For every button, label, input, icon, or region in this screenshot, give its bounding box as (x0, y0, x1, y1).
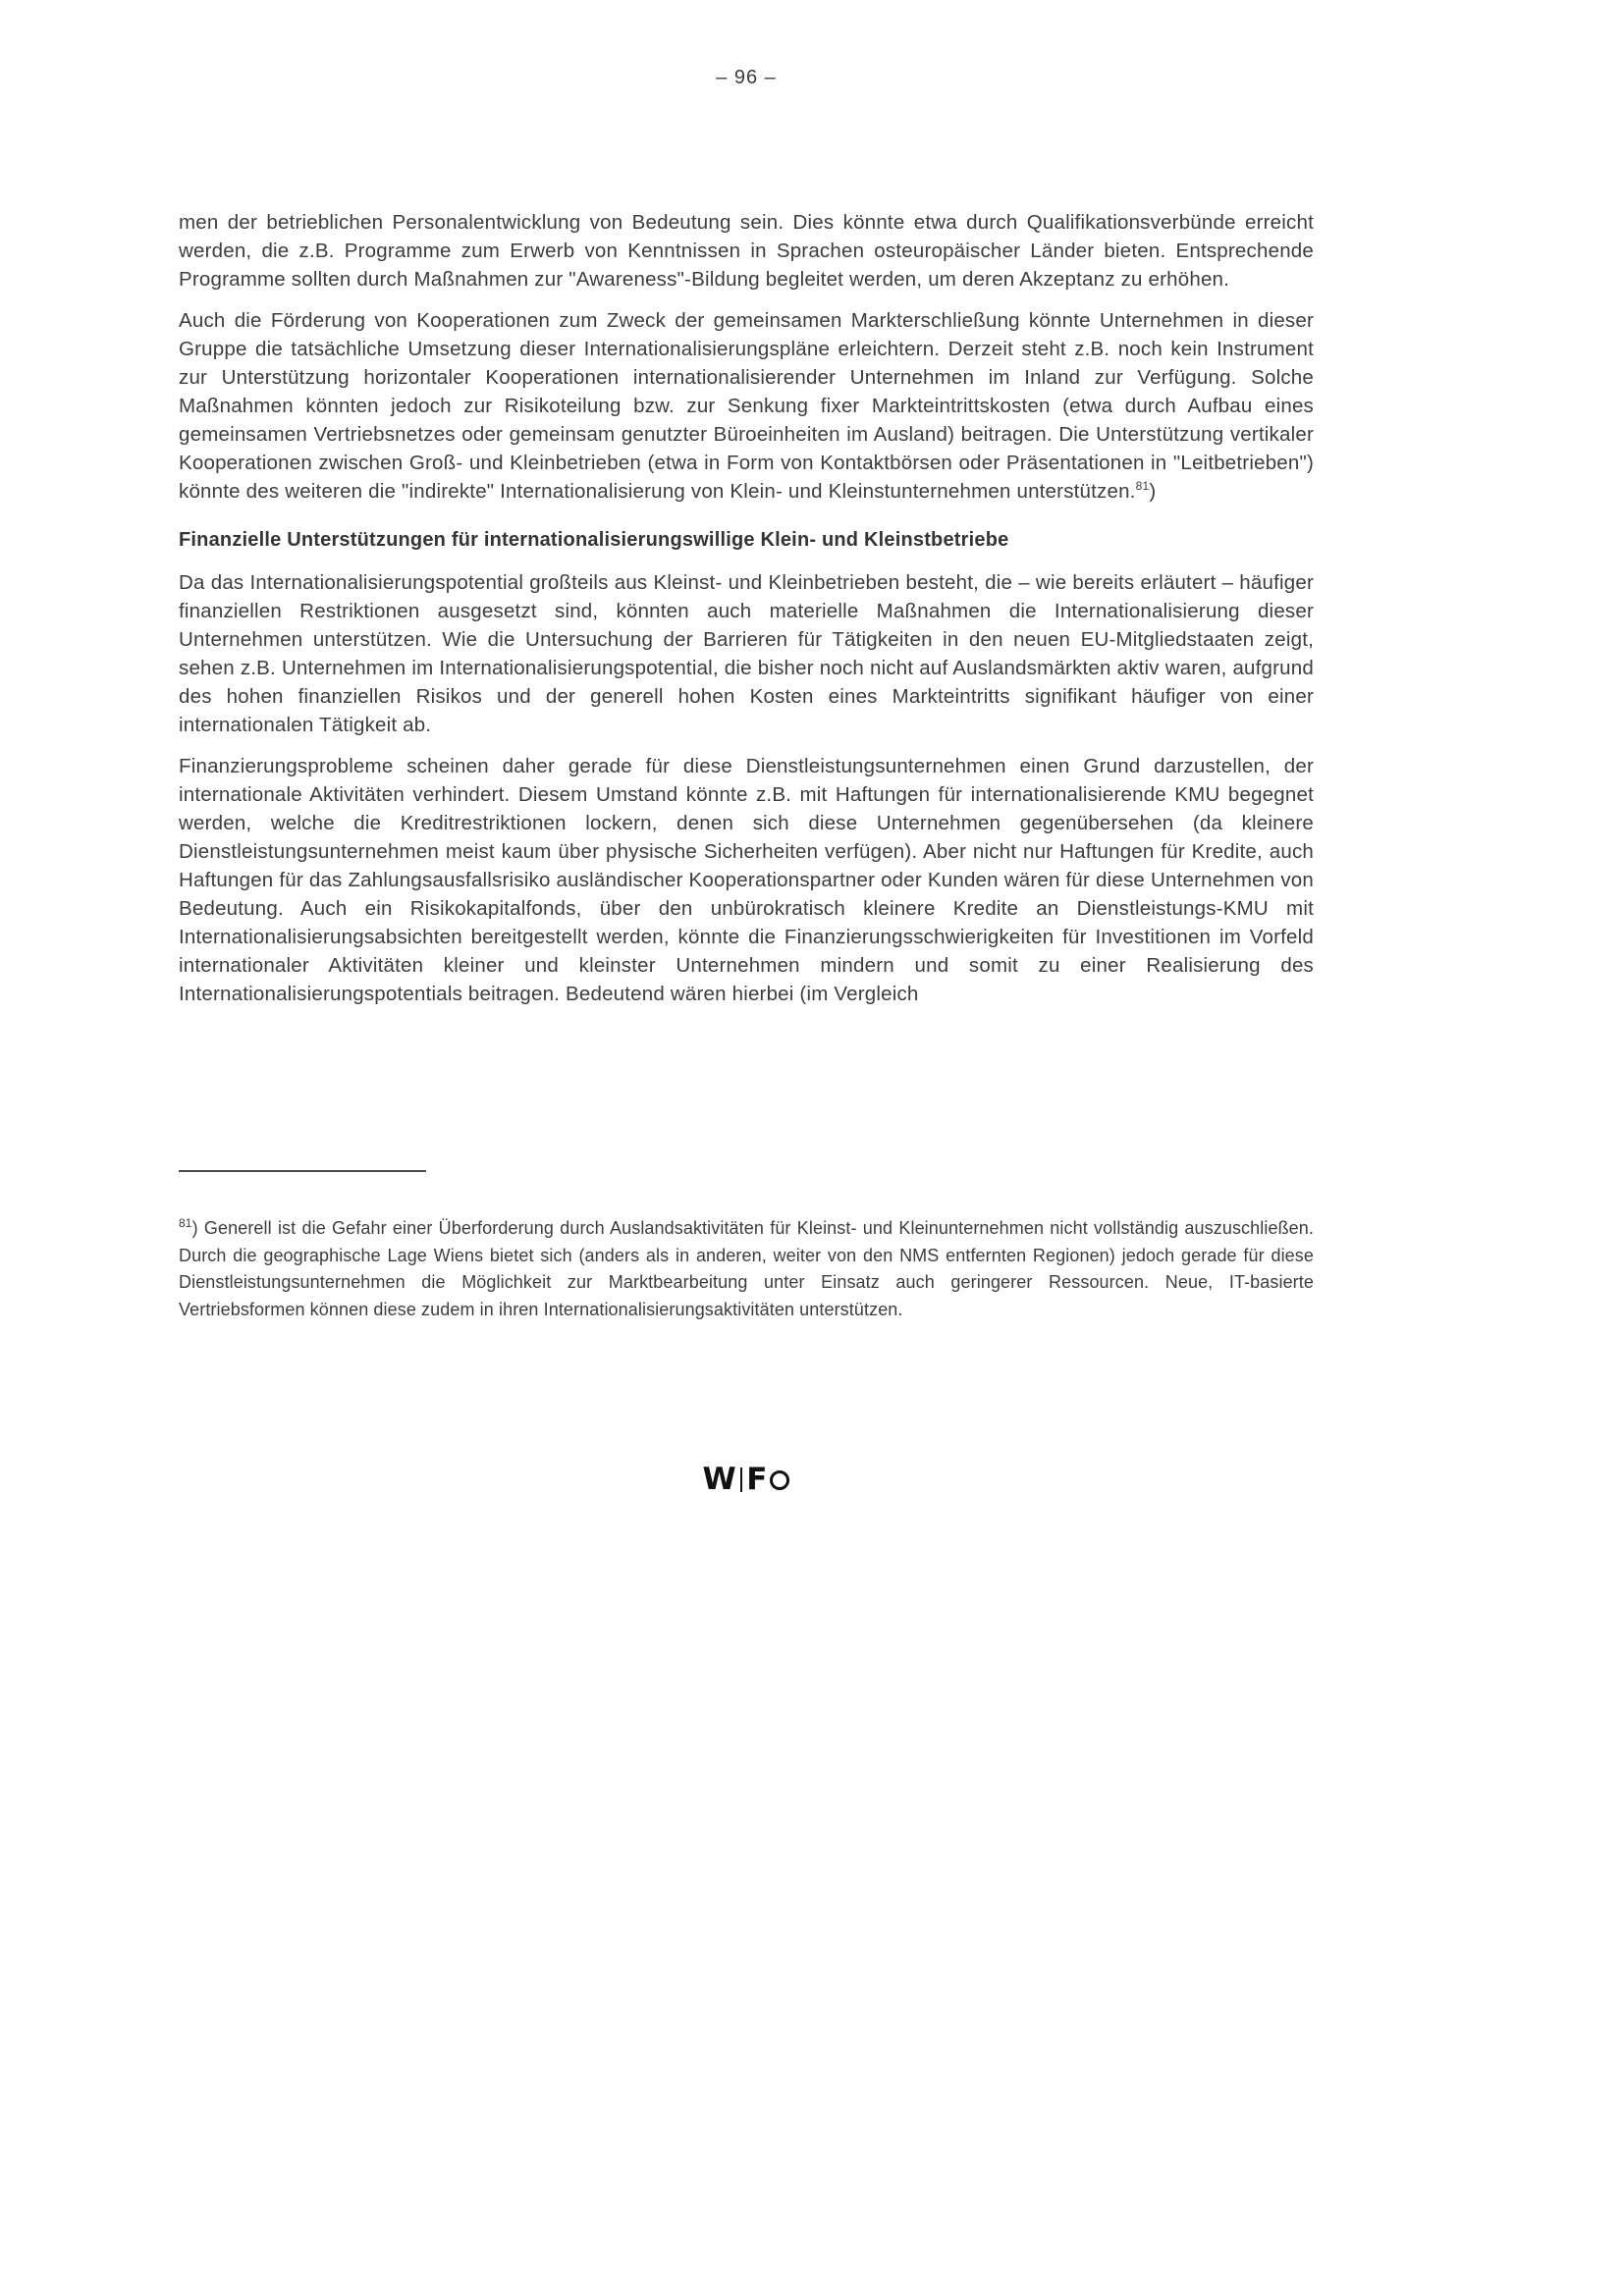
footnote-reference-81: 81 (1135, 479, 1150, 494)
paragraph-4: Finanzierungsprobleme scheinen daher gerade für diese Dienstleistungsunternehmen einen Grund darzustellen, der internationale Aktivitäten verhindert. Diesem Umstand könnte z.B. mit Haftungen für internationalisierende KMU begegnet werden, welche die Kreditrestriktionen lockern, denen sich diese Unternehmen gegenübersehen (da kleinere Dienstleistungsunternehmen meist kaum über physische Sicherheiten verfügen). Aber nicht nur Haftungen für Kredite, auch Haftungen für das Zahlungsausfallsrisiko ausländischer Kooperationspartner oder Kunden wären für diese Unternehmen von Bedeutung. Auch ein Risikokapitalfonds, über den unbürokratisch kleinere Kredite an Dienstleistungs-KMU mit Internationalisierungsabsichten bereitgestellt werden, könnte die Finanzierungsschwierigkeiten für Investitionen im Vorfeld internationaler Aktivitäten kleiner und kleinster Unternehmen mindern und somit zu einer Realisierung des Internationalisierungspotentials beitragen. Bedeutend wären hierbei (im Vergleich (179, 755, 1314, 1005)
section-heading: Finanzielle Unterstützungen für internationalisierungswillige Klein- und Kleinstbetriebe (179, 529, 1009, 551)
logo-letter-w: W (702, 1462, 736, 1497)
logo-letter-f: F (746, 1462, 768, 1497)
footnote-separator-rule (179, 1170, 426, 1172)
page-body (179, 208, 1314, 1021)
paragraph-1: men der betrieblichen Personalentwicklung von Bedeutung sein. Dies könnte etwa durch Qualifikationsverbünde erreicht werden, die z.B. Programme zum Erwerb von Kenntnissen in Sprachen osteuropäischer Länder bieten. Entsprechende Programme sollten durch Maßnahmen zur "Awareness"-Bildung begleitet werden, um deren Akzeptanz zu erhöhen. (179, 211, 1314, 291)
paragraph-3: Da das Internationalisierungspotential großteils aus Kleinst- und Kleinbetrieben besteht, die – wie bereits erläutert – häufiger finanziellen Restriktionen ausgesetzt sind, könnten auch materielle Maßnahmen die Internationalisierung dieser Unternehmen unterstützen. Wie die Untersuchung der Barrieren für Tätigkeiten in den neuen EU-Mitgliedstaaten zeigt, sehen z.B. Unternehmen im Internationalisierungspotential, die bisher noch nicht auf Auslandsmärkten aktiv waren, aufgrund des hohen finanziellen Risikos und der generell hohen Kosten eines Markteintritts signifikant häufiger von einer internationalen Tätigkeit ab. (179, 571, 1314, 736)
footnote-body-text: ) Generell ist die Gefahr einer Überforderung durch Auslandsaktivitäten für Kleinst- und Kleinunternehmen nicht vollständig auszuschließen. Durch die geographische Lage Wiens bietet sich (anders als in anderen, weiter von den NMS entfernten Regionen) jedoch gerade für diese Dienstleistungsunternehmen die Möglichkeit zur Marktbearbeitung unter Einsatz auch geringerer Ressourcen. Neue, IT-basierte Vertriebsformen können diese zudem in ihren Internationalisierungsaktivitäten unterstützen. (179, 1218, 1314, 1319)
footnote-81 (179, 1215, 1314, 1323)
paragraph-2-text: Auch die Förderung von Kooperationen zum Zweck der gemeinsamen Markterschließung könnte Unternehmen in dieser Gruppe die tatsächliche Umsetzung dieser Internationalisierungspläne erleichtern. Derzeit steht z.B. noch kein Instrument zur Unterstützung horizontaler Kooperationen internationalisierender Unternehmen im Inland zur Verfügung. Solche Maßnahmen könnten jedoch zur Risikoteilung bzw. zur Senkung fixer Markteintrittskosten (etwa durch Aufbau eines gemeinsamen Vertriebsnetzes oder gemeinsam genutzter Büroeinheiten im Ausland) beitragen. Die Unterstützung vertikaler Kooperationen zwischen Groß- und Kleinbetrieben (etwa in Form von Kontaktbörsen oder Präsentationen in "Leitbetrieben") könnte des weiteren die "indirekte" Internationalisierung von Klein- und Kleinstunternehmen unterstützen. (179, 309, 1314, 503)
logo-letter-o-circle (770, 1470, 789, 1490)
footnote-area (179, 1170, 1314, 1323)
page-number: – 96 – (716, 67, 777, 88)
paragraph-2-suffix: ) (1149, 480, 1157, 503)
wifo-logo (179, 1462, 1314, 1497)
paragraph-2 (179, 306, 1314, 506)
logo-divider-bar (740, 1468, 743, 1492)
footnote-number: 81 (179, 1216, 192, 1230)
